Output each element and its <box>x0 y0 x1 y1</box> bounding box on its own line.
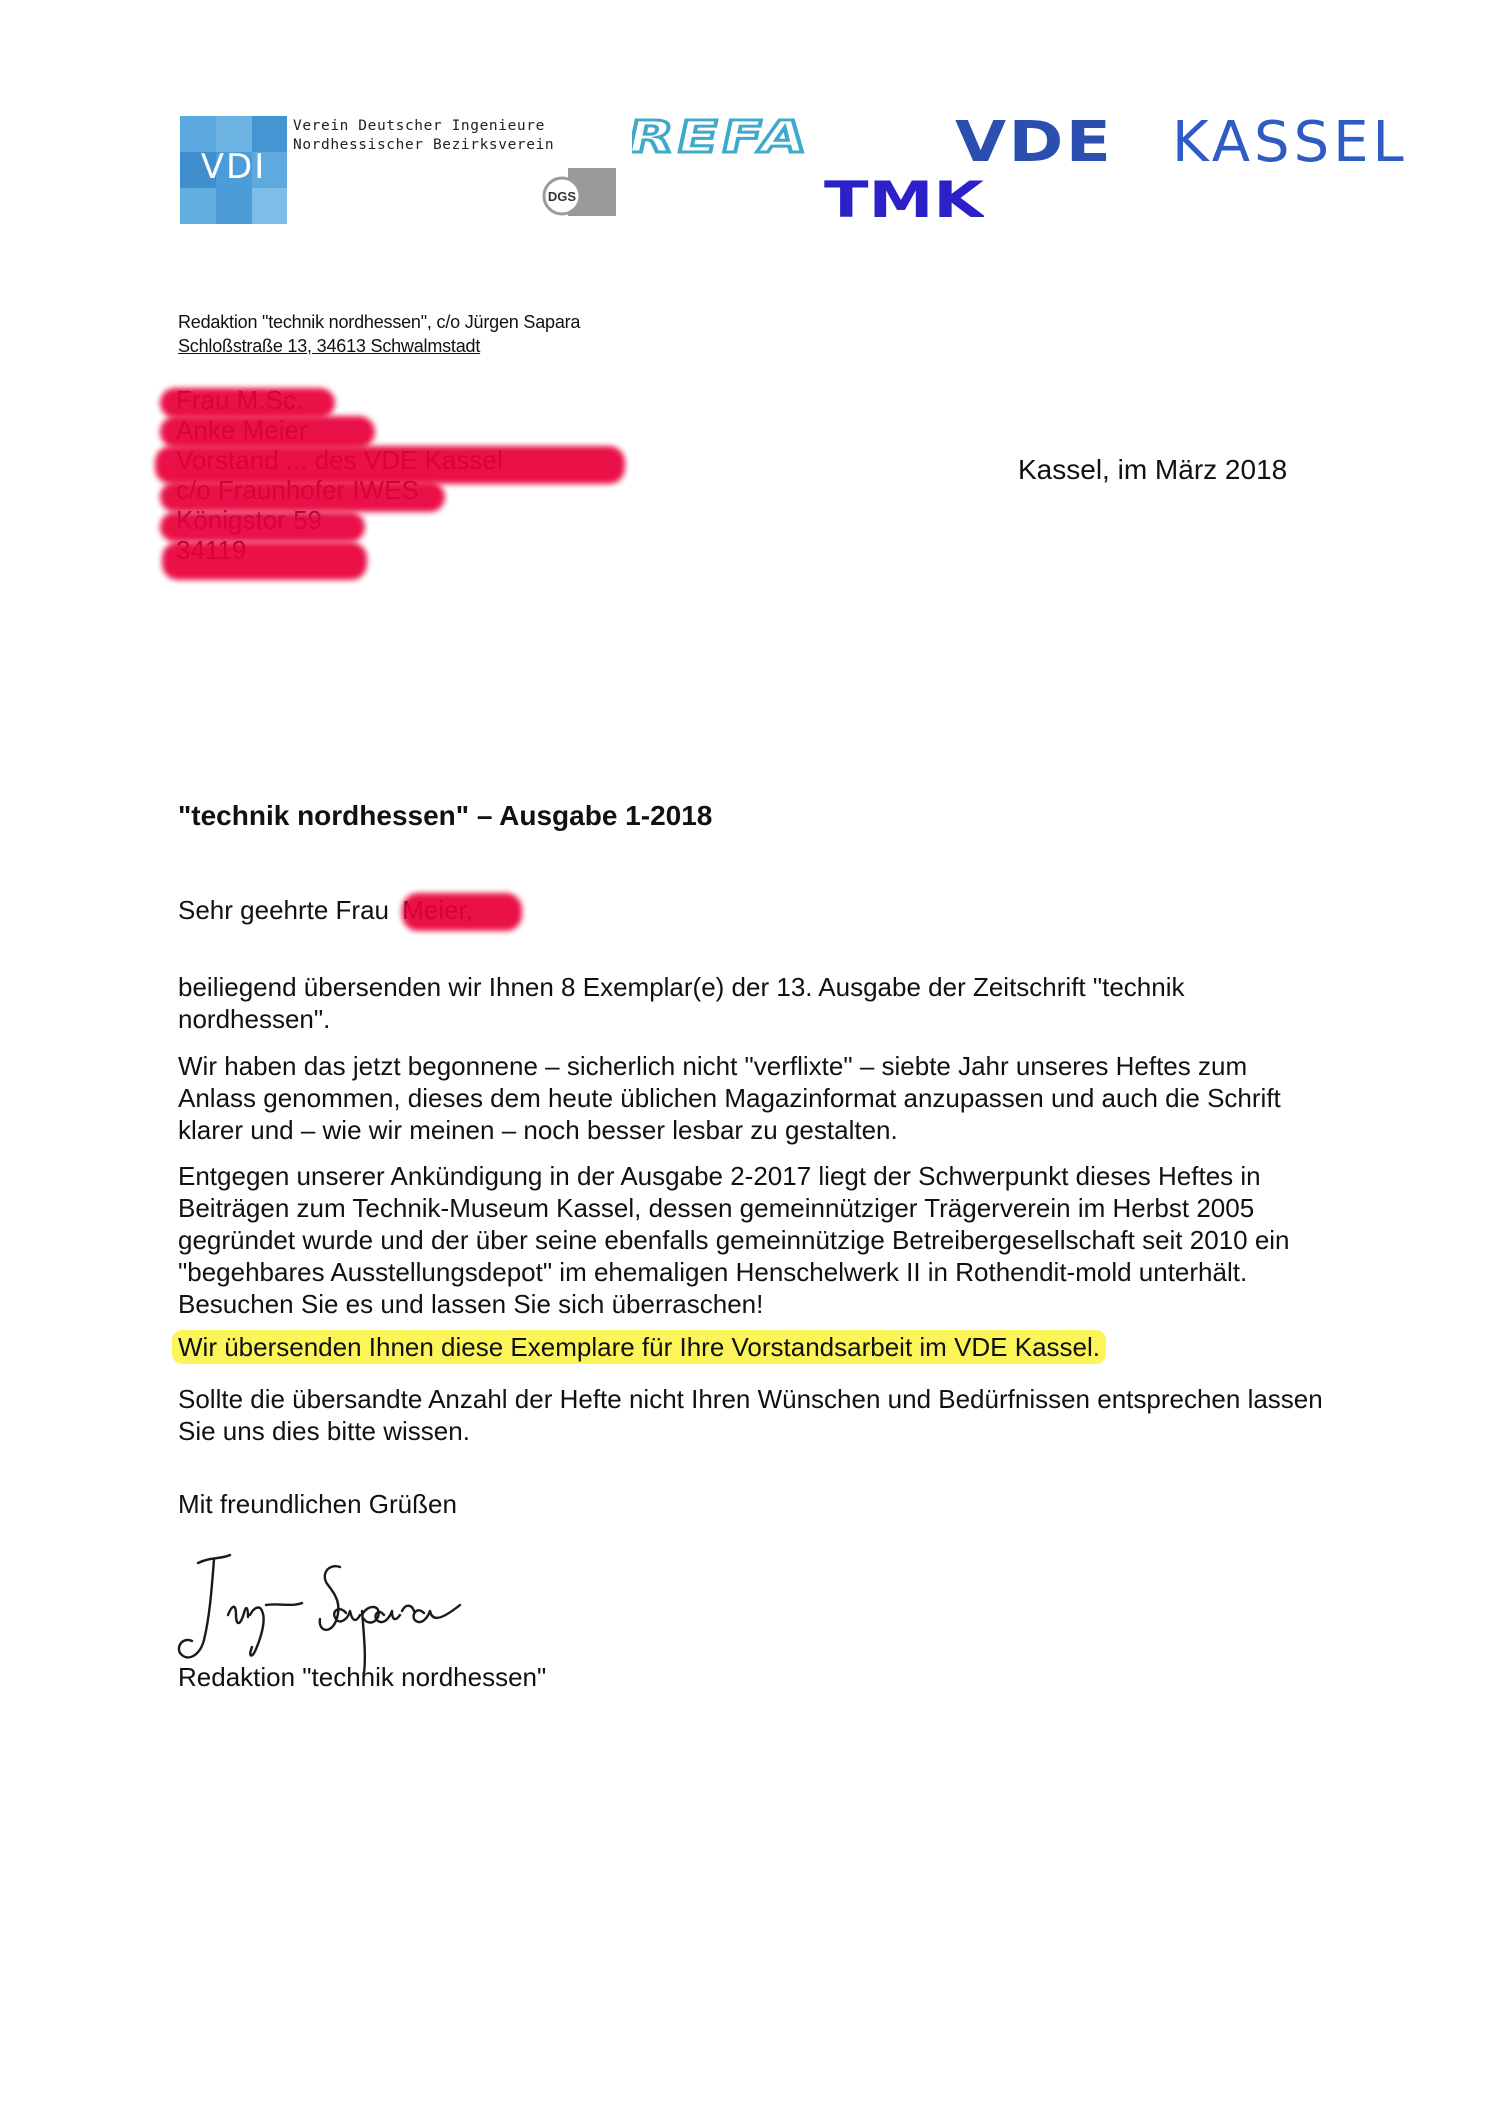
vdi-org-line1: Verein Deutscher Ingenieure <box>293 118 545 134</box>
paragraph-format: Wir haben das jetzt begonnene – sicherlich nicht "verflixte" – siebte Jahr unseres Heftes zum Anlass genommen, dieses dem heute üblichen Magazinformat anzupassen und auch die Schrift klarer und – wie wir meinen – noch besser lesbar zu gestalten. <box>178 1051 1281 1145</box>
redaction-mark <box>402 893 522 931</box>
vde-logo-text: VDE <box>955 110 1114 175</box>
dgs-logo <box>536 168 616 221</box>
tmk-logo <box>824 178 984 225</box>
redaction-mark <box>160 416 375 448</box>
vde-kassel-logo <box>955 110 1408 175</box>
redaction-mark <box>160 512 365 542</box>
sender-line: Redaktion "technik nordhessen", c/o Jürgen Sapara <box>178 312 581 332</box>
paragraph-museum: Entgegen unserer Ankündigung in der Ausgabe 2-2017 liegt der Schwerpunkt dieses Heftes in Beiträgen zum Technik-Museum Kassel, dessen gemeinnütziger Trägerverein im Herbst 2005 gegründet wurde und der über seine ebenfalls gemeinnützige Betreibergesellschaft seit 2010 ein "begehbares Ausstellungsdepot" im ehemaligen Henschelwerk II in Rothendit-mold unterhält. Besuchen Sie es und lassen Sie sich überraschen! <box>178 1161 1290 1319</box>
vde-kassel-text: KASSEL <box>1172 110 1408 175</box>
signature-role: Redaktion "technik nordhessen" <box>178 1662 547 1692</box>
redaction-mark <box>160 482 445 512</box>
highlighted-sentence: Wir übersenden Ihnen diese Exemplare für Ihre Vorstandsarbeit im VDE Kassel. <box>172 1330 1106 1364</box>
redaction-mark <box>155 446 625 484</box>
vdi-org-name <box>293 117 554 155</box>
closing: Mit freundlichen Grüßen <box>178 1489 457 1519</box>
redaction-mark <box>160 388 335 418</box>
paragraph-highlight <box>178 1331 1328 1363</box>
dgs-logo-text: DGS <box>547 189 577 204</box>
paragraph-feedback: Sollte die übersandte Anzahl der Hefte nicht Ihren Wünschen und Bedürfnissen entsprechen lassen Sie uns dies bitte wissen. <box>178 1384 1323 1446</box>
letter-date: Kassel, im März 2018 <box>1018 454 1288 485</box>
sender-address: Schloßstraße 13, 34613 Schwalmstadt <box>178 336 481 356</box>
vdi-org-line2: Nordhessischer Bezirksverein <box>293 137 555 153</box>
redaction-mark <box>162 542 367 580</box>
tmk-logo-text: TMK <box>824 178 984 220</box>
refa-logo-text: REFA <box>632 116 768 158</box>
refa-logo <box>632 116 812 163</box>
vdi-logo <box>180 116 287 224</box>
letter-subject: "technik nordhessen" – Ausgabe 1-2018 <box>178 800 713 831</box>
paragraph-intro: beiliegend übersenden wir Ihnen 8 Exemplar(e) der 13. Ausgabe der Zeitschrift "technik nordhessen". <box>178 972 1185 1034</box>
salutation-text: Sehr geehrte Frau <box>178 895 390 925</box>
sender-block <box>178 310 580 358</box>
vdi-logo-letters: VDI <box>200 147 267 187</box>
